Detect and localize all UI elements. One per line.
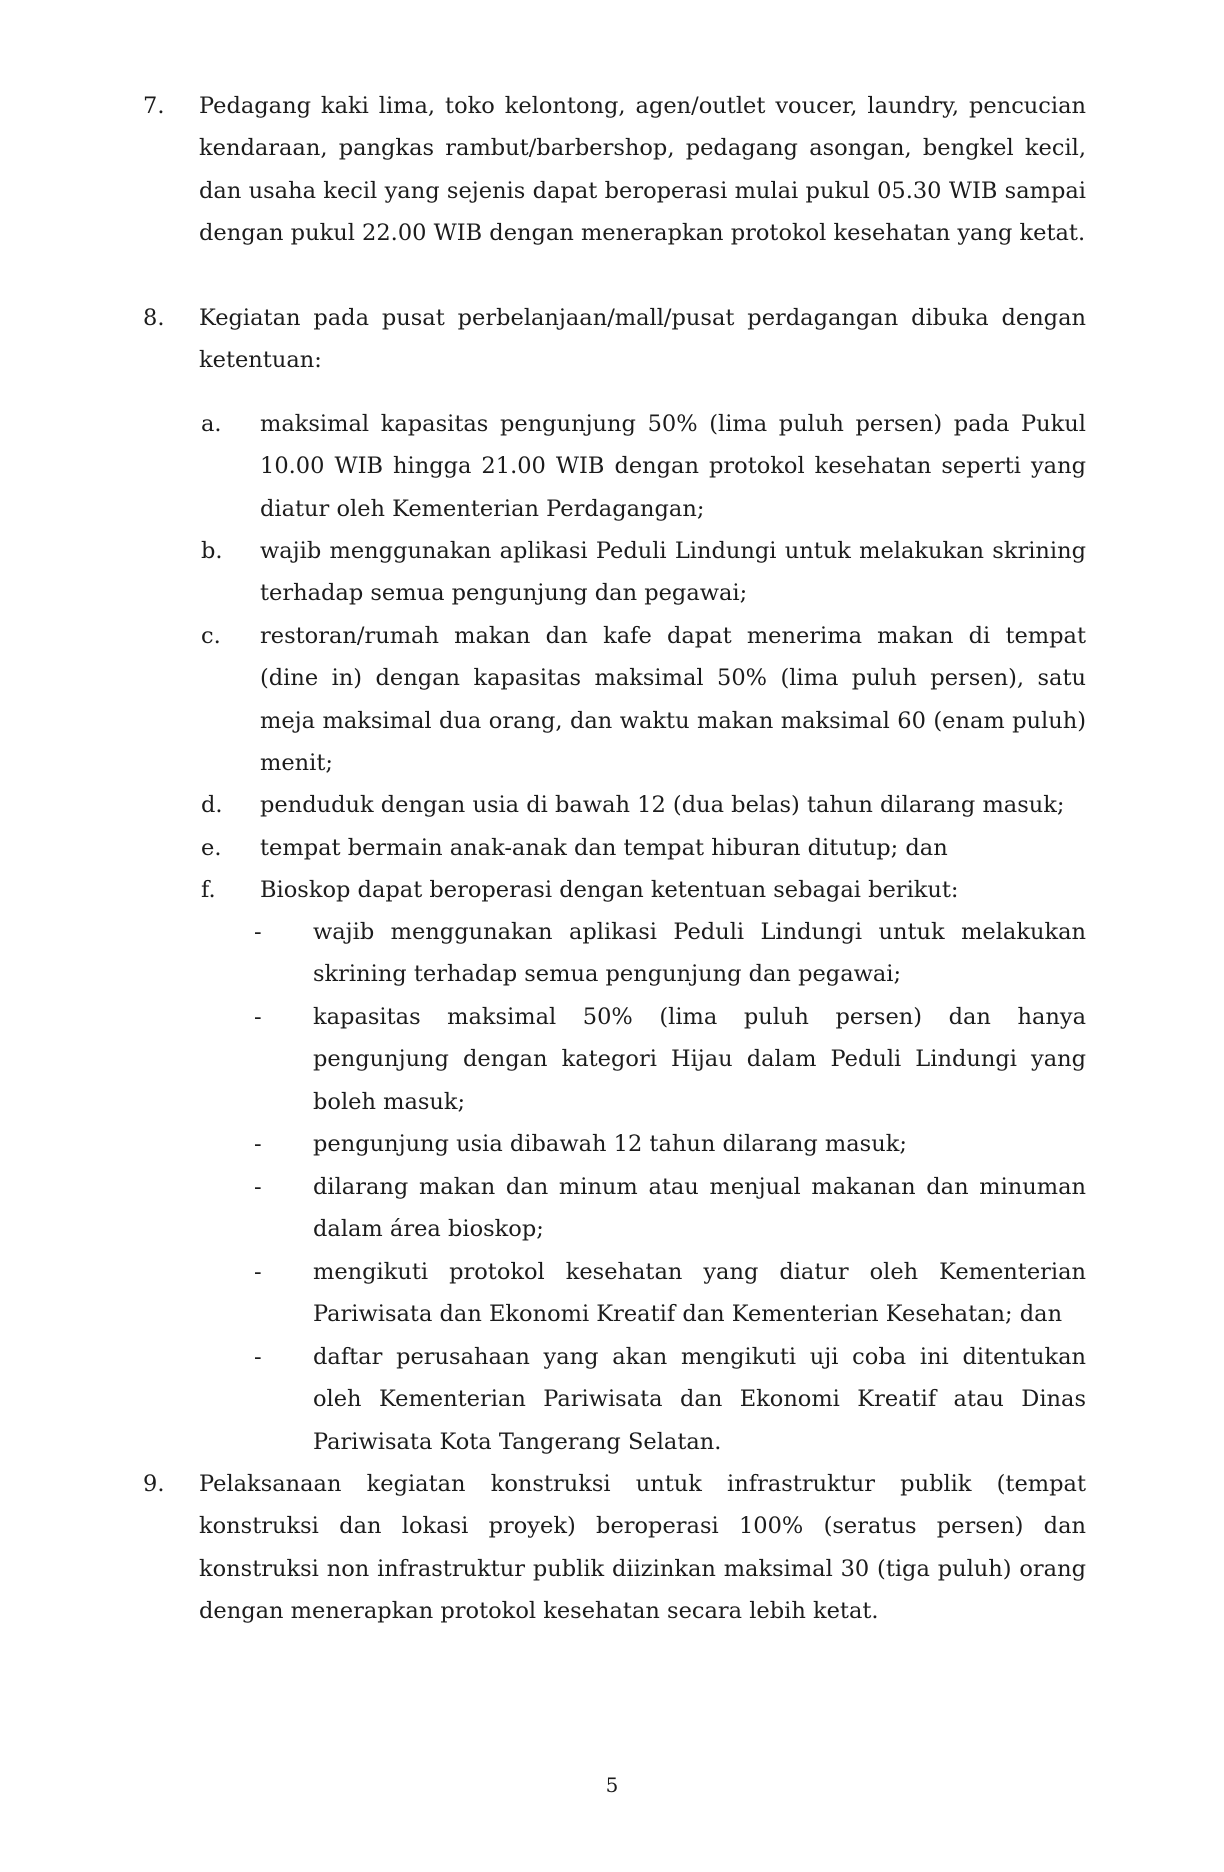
sub-item-letter: c.	[201, 623, 221, 649]
list-number: 9.	[143, 1471, 165, 1497]
sub-item-text: tempat bermain anak-anak dan tempat hiburan ditutup; dan	[260, 835, 948, 861]
bullet-dash: -	[254, 1174, 262, 1200]
bullet-text: dilarang makan dan minum atau menjual makanan dan minuman dalam área bioskop;	[313, 1174, 1086, 1243]
bullet-dash: -	[254, 1004, 262, 1030]
list-item-text: Pedagang kaki lima, toko kelontong, agen/outlet voucer, laundry, pencucian kendaraan, pangkas rambut/barbershop, pedagang asongan, bengkel kecil, dan usaha kecil yang sejenis dapat beroperasi mulai pukul 05.30 WIB sampai dengan pukul 22.00 WIB dengan menerapkan protokol kesehatan yang ketat.	[199, 93, 1086, 247]
sub-item-text: restoran/rumah makan dan kafe dapat menerima makan di tempat (dine in) dengan kapasitas maksimal 50% (lima puluh persen), satu meja maksimal dua orang, dan waktu makan maksimal 60 (enam puluh) menit;	[260, 623, 1086, 777]
sub-item-text: penduduk dengan usia di bawah 12 (dua belas) tahun dilarang masuk;	[260, 792, 1065, 818]
sub-item-letter: f.	[201, 877, 216, 903]
bullet-text: kapasitas maksimal 50% (lima puluh persen) dan hanya pengunjung dengan kategori Hijau dalam Peduli Lindungi yang boleh masuk;	[313, 1004, 1086, 1115]
list-number: 8.	[143, 305, 165, 331]
sub-item-letter: d.	[201, 792, 223, 818]
sub-item-letter: b.	[201, 538, 223, 564]
sub-item-text: Bioskop dapat beroperasi dengan ketentuan sebagai berikut:	[260, 877, 959, 903]
bullet-text: daftar perusahaan yang akan mengikuti uji coba ini ditentukan oleh Kementerian Pariwisata dan Ekonomi Kreatif atau Dinas Pariwisata Kota Tangerang Selatan.	[313, 1344, 1086, 1455]
sub-item-text: wajib menggunakan aplikasi Peduli Lindungi untuk melakukan skrining terhadap semua pengunjung dan pegawai;	[260, 538, 1086, 607]
list-item-text: Kegiatan pada pusat perbelanjaan/mall/pusat perdagangan dibuka dengan ketentuan:	[199, 305, 1086, 374]
bullet-dash: -	[254, 919, 262, 945]
bullet-text: wajib menggunakan aplikasi Peduli Lindungi untuk melakukan skrining terhadap semua pengunjung dan pegawai;	[313, 919, 1086, 988]
sub-item-text: maksimal kapasitas pengunjung 50% (lima puluh persen) pada Pukul 10.00 WIB hingga 21.00 WIB dengan protokol kesehatan seperti yang diatur oleh Kementerian Perdagangan;	[260, 411, 1086, 522]
list-item-text: Pelaksanaan kegiatan konstruksi untuk infrastruktur publik (tempat konstruksi dan lokasi proyek) beroperasi 100% (seratus persen) dan konstruksi non infrastruktur publik diizinkan maksimal 30 (tiga puluh) orang dengan menerapkan protokol kesehatan secara lebih ketat.	[199, 1471, 1086, 1625]
bullet-dash: -	[254, 1259, 262, 1285]
bullet-text: mengikuti protokol kesehatan yang diatur oleh Kementerian Pariwisata dan Ekonomi Kreatif dan Kementerian Kesehatan; dan	[313, 1259, 1086, 1328]
bullet-dash: -	[254, 1131, 262, 1157]
bullet-dash: -	[254, 1344, 262, 1370]
bullet-text: pengunjung usia dibawah 12 tahun dilarang masuk;	[313, 1131, 907, 1157]
page-number: 5	[605, 1773, 619, 1797]
list-number: 7.	[143, 93, 165, 119]
sub-item-letter: e.	[201, 835, 222, 861]
sub-item-letter: a.	[201, 411, 222, 437]
